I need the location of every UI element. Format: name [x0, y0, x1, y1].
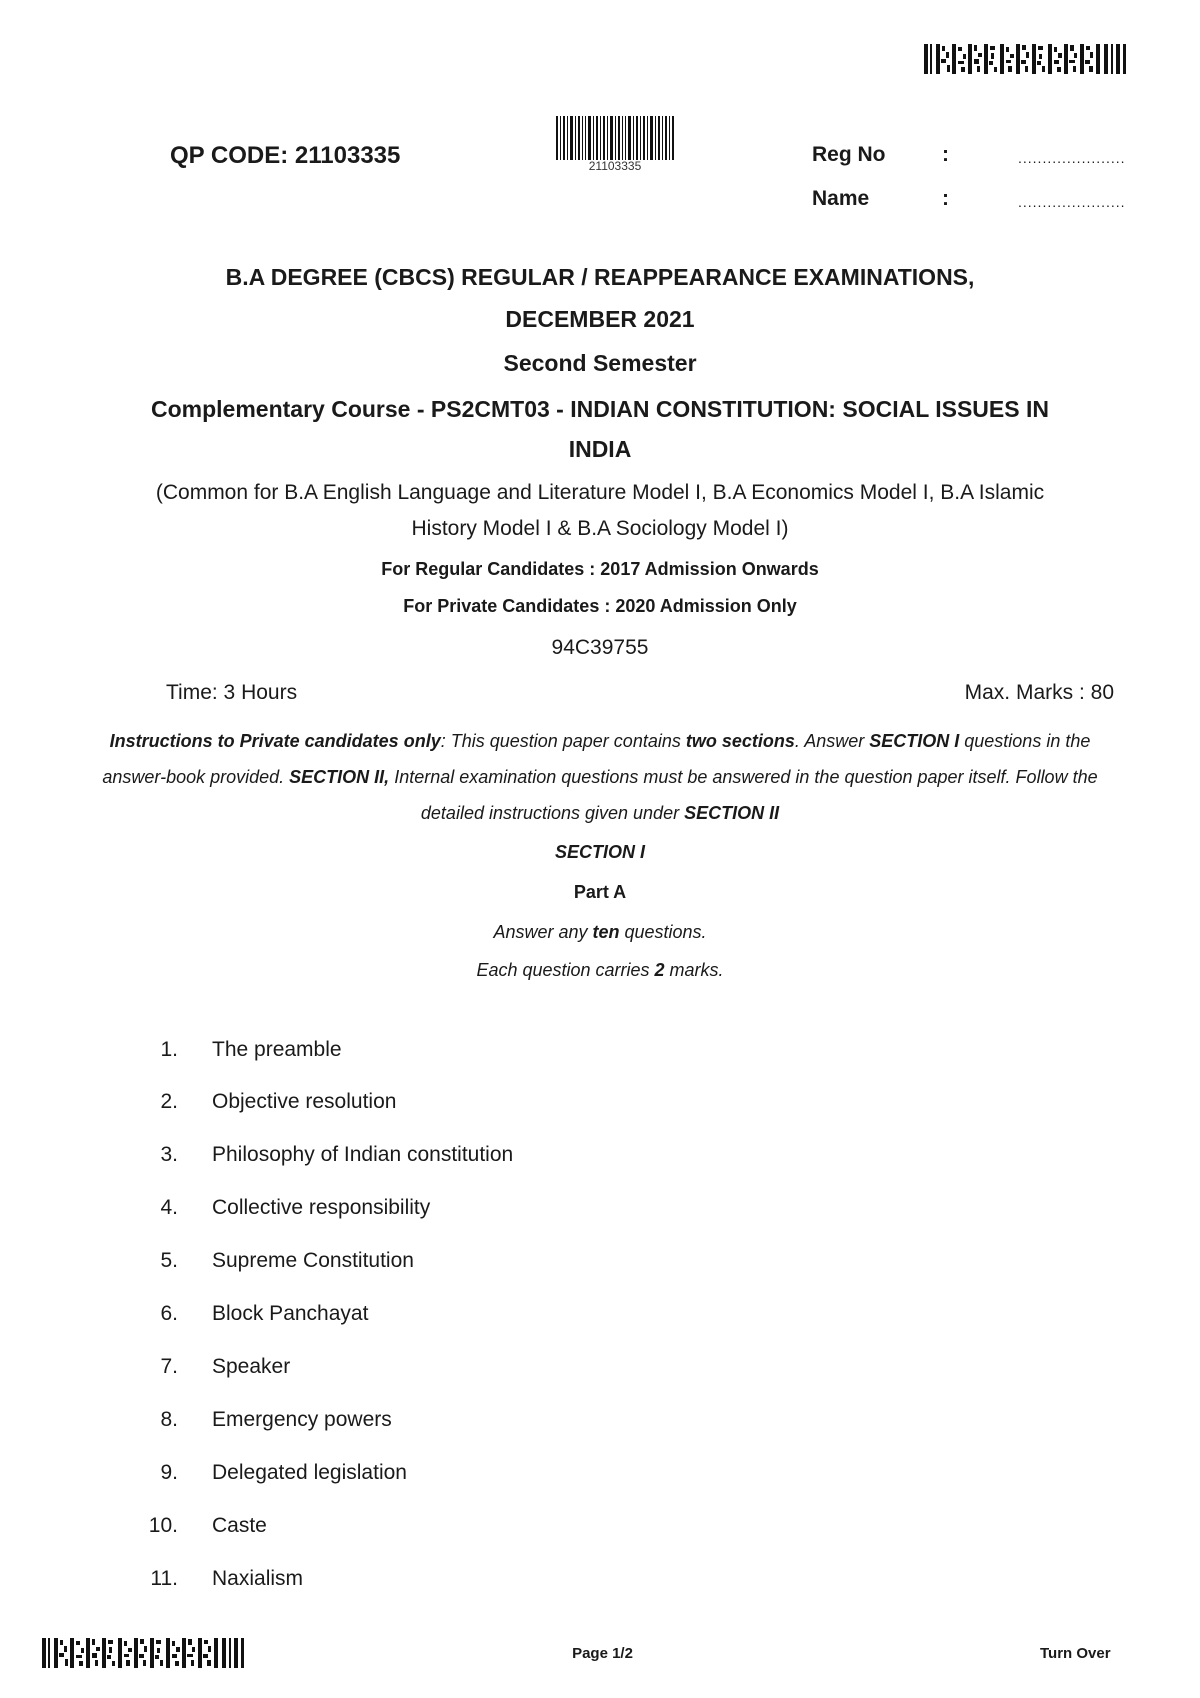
question-item: [0, 1567, 1200, 1597]
section-heading: SECTION I: [554, 842, 645, 862]
marks-text: Each question carries: [476, 960, 655, 980]
course-title-line1: Complementary Course - PS2CMT03 - INDIAN CONSTITUTION: SOCIAL ISSUES IN: [151, 396, 1049, 422]
reg-no-colon: :: [942, 143, 949, 166]
answer-instruction: [0, 922, 1200, 943]
barcode-qp-code: [556, 116, 674, 160]
instructions-text: . Answer: [794, 731, 870, 751]
paper-code: 94C39755: [551, 636, 649, 659]
regular-candidates: For Regular Candidates : 2017 Admission Onwards: [381, 559, 819, 579]
qp-code: QP CODE: 21103335: [170, 142, 401, 169]
question-text: Emergency powers: [212, 1408, 392, 1431]
barcode-top-right: [924, 44, 1126, 74]
instructions-two-sections: two sections: [685, 731, 795, 751]
question-text: Philosophy of Indian constitution: [212, 1143, 514, 1166]
page-number: Page 1/2: [572, 1645, 633, 1662]
question-text: Caste: [212, 1514, 267, 1537]
instructions-heading: Instructions to Private candidates only: [109, 731, 441, 751]
semester: Second Semester: [503, 350, 697, 376]
instructions-text: questions in the answer-book provided.: [102, 731, 1091, 787]
exam-title-line2: DECEMBER 2021: [505, 306, 695, 332]
question-text: Collective responsibility: [212, 1196, 431, 1219]
course-title-line2: INDIA: [568, 436, 632, 462]
question-number: 9.: [160, 1461, 178, 1484]
question-number: 6.: [160, 1302, 178, 1325]
question-item: [0, 1355, 1200, 1385]
question-text: The preamble: [212, 1038, 342, 1061]
private-candidates: For Private Candidates : 2020 Admission Only: [403, 596, 797, 616]
answer-text: Answer any: [493, 922, 593, 942]
barcode-bottom-left: [42, 1638, 244, 1668]
question-number: 7.: [160, 1355, 178, 1378]
question-text: Delegated legislation: [212, 1461, 407, 1484]
max-marks: Max. Marks : 80: [964, 681, 1114, 704]
reg-no-field: ......................: [1018, 150, 1126, 166]
name-colon: :: [942, 187, 949, 210]
question-text: Naxialism: [212, 1567, 304, 1590]
marks-instruction: [0, 960, 1200, 981]
exam-time: Time: 3 Hours: [166, 681, 298, 704]
question-number: 11.: [150, 1567, 178, 1590]
question-number: 3.: [160, 1143, 178, 1166]
question-item: [0, 1143, 1200, 1173]
answer-count: ten: [592, 922, 620, 942]
question-item: [0, 1302, 1200, 1332]
instructions-text: : This question paper contains: [440, 731, 686, 751]
question-item: [0, 1090, 1200, 1120]
marks-count: 2: [654, 960, 665, 980]
question-item: [0, 1461, 1200, 1491]
answer-text: questions.: [619, 922, 707, 942]
instructions-section-one: SECTION I: [869, 731, 960, 751]
question-item: [0, 1038, 1200, 1068]
question-number: 8.: [160, 1408, 178, 1431]
question-text: Objective resolution: [212, 1090, 397, 1113]
instructions-section-two: SECTION II,: [289, 767, 390, 787]
question-number: 5.: [160, 1249, 178, 1272]
question-item: [0, 1249, 1200, 1279]
turn-over: Turn Over: [1040, 1645, 1111, 1662]
name-label: Name: [812, 187, 870, 210]
question-text: Speaker: [212, 1355, 291, 1378]
question-text: Block Panchayat: [212, 1302, 369, 1325]
question-number: 4.: [160, 1196, 178, 1219]
part-heading: Part A: [573, 882, 627, 902]
question-number: 1.: [160, 1038, 178, 1061]
instructions: [100, 723, 1100, 831]
instructions-text: Internal examination questions must be answered in the question paper itself. Follow the detailed instructions given under: [389, 767, 1098, 823]
marks-text: marks.: [664, 960, 724, 980]
instructions-section-two-end: SECTION II: [684, 803, 780, 823]
reg-no-label: Reg No: [812, 143, 886, 166]
common-for-line2: History Model I & B.A Sociology Model I): [411, 517, 789, 540]
question-number: 10.: [148, 1514, 178, 1537]
question-number: 2.: [160, 1090, 178, 1113]
exam-title-line1: B.A DEGREE (CBCS) REGULAR / REAPPEARANCE EXAMINATIONS,: [225, 264, 975, 290]
barcode-number: 21103335: [588, 159, 642, 173]
question-item: [0, 1514, 1200, 1544]
question-item: [0, 1408, 1200, 1438]
name-field: ......................: [1018, 194, 1126, 210]
question-item: [0, 1196, 1200, 1226]
question-text: Supreme Constitution: [212, 1249, 414, 1272]
common-for-line1: (Common for B.A English Language and Literature Model I, B.A Economics Model I, B.A Islamic: [155, 481, 1045, 504]
